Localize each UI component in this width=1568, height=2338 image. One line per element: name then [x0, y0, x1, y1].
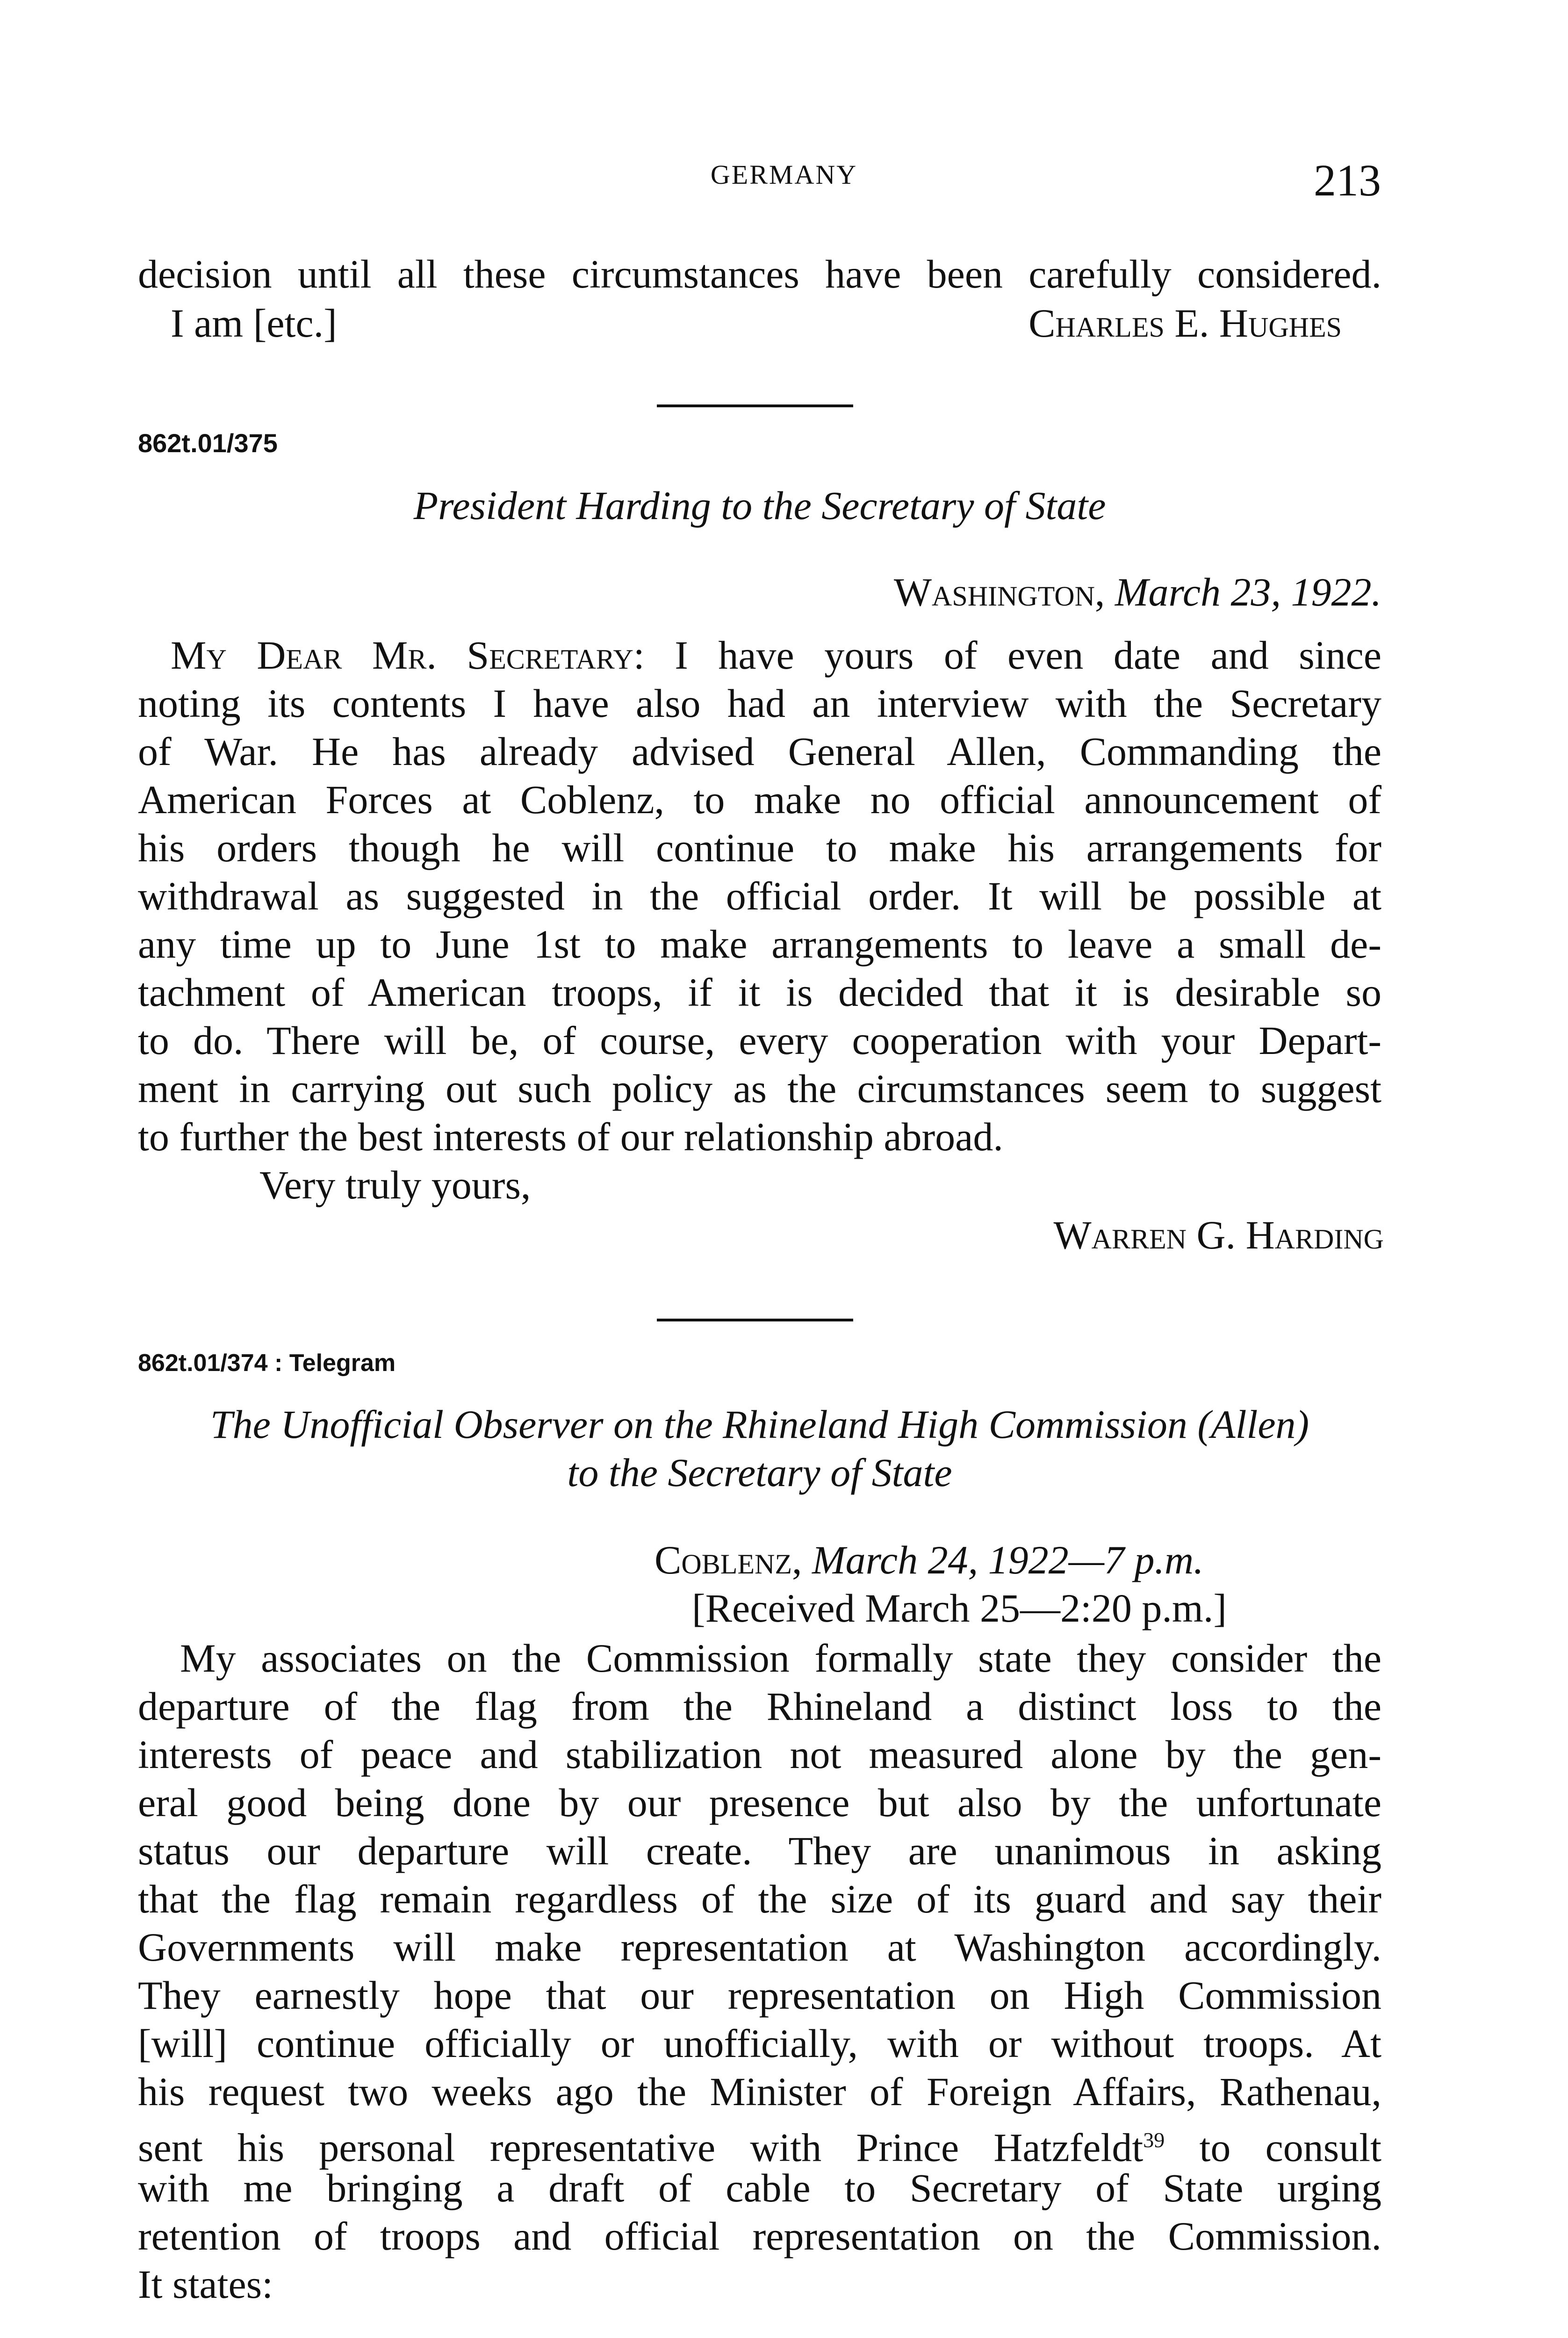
- running-head: GERMANY: [710, 159, 858, 190]
- body-line: It states:: [138, 2262, 273, 2307]
- body-line: I have yours of even date and since: [675, 633, 1382, 678]
- dateline: [655, 1536, 1356, 1584]
- letter-first-line: [171, 631, 1381, 679]
- body-line: retention of troops and official representation on the Commission.: [138, 2214, 1381, 2259]
- salutation: My Dear Mr. Secretary:: [171, 633, 645, 678]
- body-line: ment in carrying out such policy as the circumstances seem to suggest: [138, 1066, 1381, 1111]
- body-line: Governments will make representation at Washington accordingly.: [138, 1925, 1381, 1970]
- dateline-place: Coblenz,: [655, 1537, 802, 1582]
- body-line: to do. There will be, of course, every cooperation with your Depart-: [138, 1018, 1381, 1063]
- dateline-place: Washington,: [893, 570, 1105, 614]
- body-line: withdrawal as suggested in the official order. It will be possible at: [138, 873, 1381, 918]
- body-line: to further the best interests of our relationship abroad.: [138, 1114, 1003, 1159]
- section-divider: [657, 404, 853, 407]
- body-line: any time up to June 1st to make arrangements to leave a small de-: [138, 922, 1381, 967]
- file-reference: 862t.01/375: [138, 428, 278, 458]
- letter-closing: Very truly yours,: [259, 1162, 531, 1207]
- body-line: My associates on the Commission formally state they consider the: [180, 1636, 1381, 1681]
- body-line: with me bringing a draft of cable to Secretary of State urging: [138, 2165, 1381, 2210]
- body-line: tachment of American troops, if it is decided that it is desirable so: [138, 970, 1381, 1015]
- body-line-text: sent his personal representative with Prince Hatzfeldt: [138, 2125, 1144, 2170]
- body-line: [will] continue officially or unofficially, with or without troops. At: [138, 2021, 1381, 2066]
- document-title: The Unofficial Observer on the Rhineland High Commission (Allen): [210, 1402, 1309, 1447]
- dateline: [138, 568, 1381, 616]
- page-number: 213: [1314, 155, 1381, 205]
- body-line: of War. He has already advised General Allen, Commanding the: [138, 729, 1381, 774]
- body-line-tail: to consult: [1199, 2125, 1381, 2170]
- body-line-with-footnote: [138, 2116, 1381, 2172]
- continuation-line: decision until all these circumstances have been carefully considered.: [138, 252, 1381, 296]
- closing-text: I am [etc.]: [171, 301, 337, 346]
- section-divider: [657, 1319, 853, 1321]
- document-title: President Harding to the Secretary of State: [413, 483, 1106, 528]
- continuation-closing: [171, 299, 1381, 347]
- body-line: departure of the flag from the Rhineland a distinct loss to the: [138, 1684, 1381, 1729]
- body-line: that the flag remain regardless of the size of its guard and say their: [138, 1876, 1381, 1921]
- signature-harding: Warren G. Harding: [1053, 1212, 1384, 1257]
- body-line: status our departure will create. They are unanimous in asking: [138, 1828, 1381, 1873]
- body-line: interests of peace and stabilization not measured alone by the gen-: [138, 1732, 1381, 1777]
- body-line: eral good being done by our presence but also by the unfortunate: [138, 1780, 1381, 1825]
- dateline-date: March 23, 1922.: [1115, 570, 1381, 614]
- document-title-continued: to the Secretary of State: [567, 1450, 952, 1495]
- body-line: American Forces at Coblenz, to make no official announcement of: [138, 777, 1381, 822]
- file-reference: 862t.01/374 : Telegram: [138, 1349, 396, 1377]
- dateline-date: March 24, 1922—7 p.m.: [812, 1537, 1204, 1582]
- signature-hughes: Charles E. Hughes: [1029, 301, 1342, 346]
- footnote-marker: 39: [1143, 2128, 1165, 2152]
- body-line: noting its contents I have also had an interview with the Secretary: [138, 681, 1381, 726]
- body-line: They earnestly hope that our representation on High Commission: [138, 1973, 1381, 2018]
- received-line: [Received March 25—2:20 p.m.]: [692, 1586, 1227, 1631]
- body-line: his orders though he will continue to make his arrangements for: [138, 825, 1381, 870]
- body-line: his request two weeks ago the Minister of Foreign Affairs, Rathenau,: [138, 2069, 1381, 2114]
